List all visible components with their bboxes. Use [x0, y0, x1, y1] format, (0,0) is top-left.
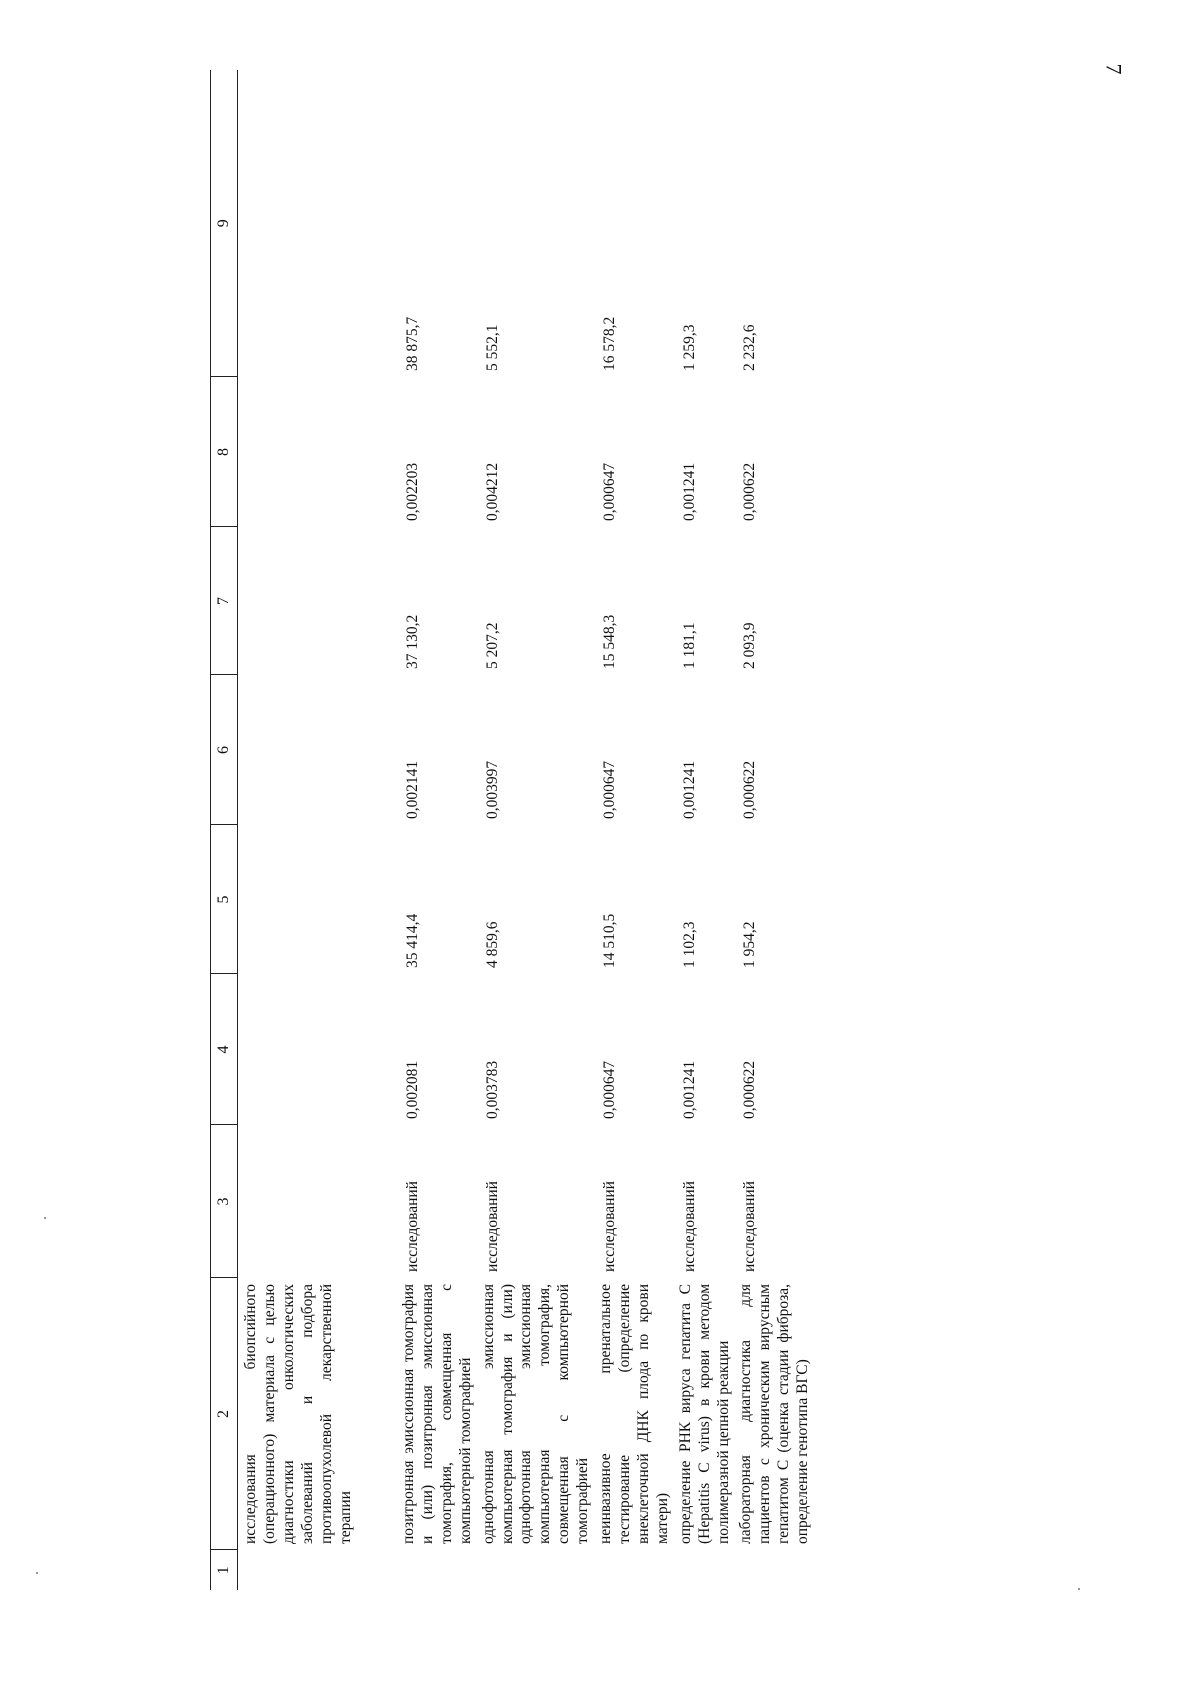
value-col-6: 0,002141: [404, 760, 421, 819]
service-name: неинвазивное пренатальное тестирование (определение внеклеточной ДНК плода по крови матери): [597, 1284, 671, 1544]
row-index-cell: [593, 1550, 673, 1590]
value-col-5: 35 414,4: [404, 913, 421, 968]
value-col-7: 15 548,3: [601, 614, 619, 669]
scan-speck: [1078, 1588, 1080, 1590]
column-header-4: 4: [211, 974, 238, 1125]
value-col-5: 1 954,2: [741, 921, 759, 968]
row-index-cell: [476, 1550, 593, 1590]
unit-cell: исследований: [404, 1181, 421, 1272]
row-index-cell: [396, 1550, 476, 1590]
value-col-8: 0,004212: [483, 462, 501, 521]
value-col-9: 5 552,1: [483, 324, 501, 371]
value-col-8: 0,000622: [741, 462, 759, 521]
value-col-5: 4 859,6: [483, 921, 501, 968]
column-header-9: 9: [211, 70, 238, 377]
table-row: [396, 70, 476, 1590]
value-col-7: 5 207,2: [483, 622, 501, 669]
unit-cell: [238, 1125, 397, 1278]
column-header-2: 2: [211, 1278, 238, 1550]
service-name: однофотонная эмиссионная компьютерная томография и (или) однофотонная эмиссионная компьютерная томография, совмещенная с компьютерной томографией: [479, 1284, 592, 1544]
table-row: [593, 70, 673, 1590]
service-name: исследования биопсийного (операционного) материала с целью диагностики онкологических заболеваний и подбора противоопухолевой лекарственной терапии: [242, 1284, 354, 1544]
value-col-5: 14 510,5: [601, 913, 619, 968]
value-col-7: 1 181,1: [680, 622, 698, 669]
unit-cell: исследований: [601, 1181, 619, 1272]
rotated-page-content: [210, 70, 1200, 1590]
row-index-cell: [673, 1550, 734, 1590]
scan-speck: [36, 1572, 38, 1574]
value-col-4: 0,003783: [483, 1060, 501, 1119]
value-col-5: [238, 825, 397, 974]
value-col-6: [238, 675, 397, 825]
value-col-8: 0,002203: [404, 462, 421, 521]
value-col-8: 0,000647: [601, 462, 619, 521]
value-col-9: 16 578,2: [601, 316, 619, 371]
unit-cell: исследований: [741, 1181, 759, 1272]
value-col-9: 2 232,6: [741, 324, 759, 371]
value-col-9: 1 259,3: [680, 324, 698, 371]
unit-cell: исследований: [680, 1181, 698, 1272]
value-col-4: [238, 974, 397, 1125]
value-col-7: 2 093,9: [741, 622, 759, 669]
column-header-8: 8: [211, 377, 238, 527]
value-col-6: 0,000622: [741, 760, 759, 819]
value-col-5: 1 102,3: [680, 921, 698, 968]
value-col-9: 38 875,7: [404, 316, 421, 371]
value-col-7: [238, 527, 397, 675]
tariff-table: [210, 70, 813, 1590]
service-name: позитронная эмиссионная томография и (или) позитронная эмиссионная томография, совмещенная с компьютерной томографией: [400, 1284, 474, 1544]
row-index-cell: [238, 1550, 397, 1590]
value-col-8: 0,001241: [680, 462, 698, 521]
column-header-7: 7: [211, 527, 238, 675]
table-row: [733, 70, 813, 1590]
value-col-6: 0,000647: [601, 760, 619, 819]
value-col-8: [238, 377, 397, 527]
table-row: [238, 70, 397, 1590]
column-header-row: [211, 70, 238, 1590]
column-header-1: 1: [211, 1550, 238, 1590]
column-header-6: 6: [211, 675, 238, 825]
value-col-4: 0,000647: [601, 1060, 619, 1119]
column-header-5: 5: [211, 825, 238, 974]
table-row: [476, 70, 593, 1590]
service-name: лабораторная диагностика для пациентов с хроническим вирусным гепатитом С (оценка стадии фиброза, определение генотипа ВГС): [737, 1284, 812, 1544]
service-name: определение РНК вируса гепатита С (Hepatitis C virus) в крови методом полимеразной цепной реакции: [676, 1284, 732, 1544]
unit-cell: исследований: [483, 1181, 501, 1272]
page-number: 7: [1101, 63, 1127, 75]
value-col-6: 0,003997: [483, 760, 501, 819]
column-header-3: 3: [211, 1125, 238, 1278]
value-col-9: [238, 70, 397, 377]
value-col-4: 0,000622: [741, 1060, 759, 1119]
value-col-4: 0,001241: [680, 1060, 698, 1119]
value-col-4: 0,002081: [404, 1060, 421, 1119]
row-index-cell: [733, 1550, 813, 1590]
scan-speck: [44, 1217, 46, 1219]
value-col-6: 0,001241: [680, 760, 698, 819]
value-col-7: 37 130,2: [404, 614, 421, 669]
table-row: [673, 70, 734, 1590]
